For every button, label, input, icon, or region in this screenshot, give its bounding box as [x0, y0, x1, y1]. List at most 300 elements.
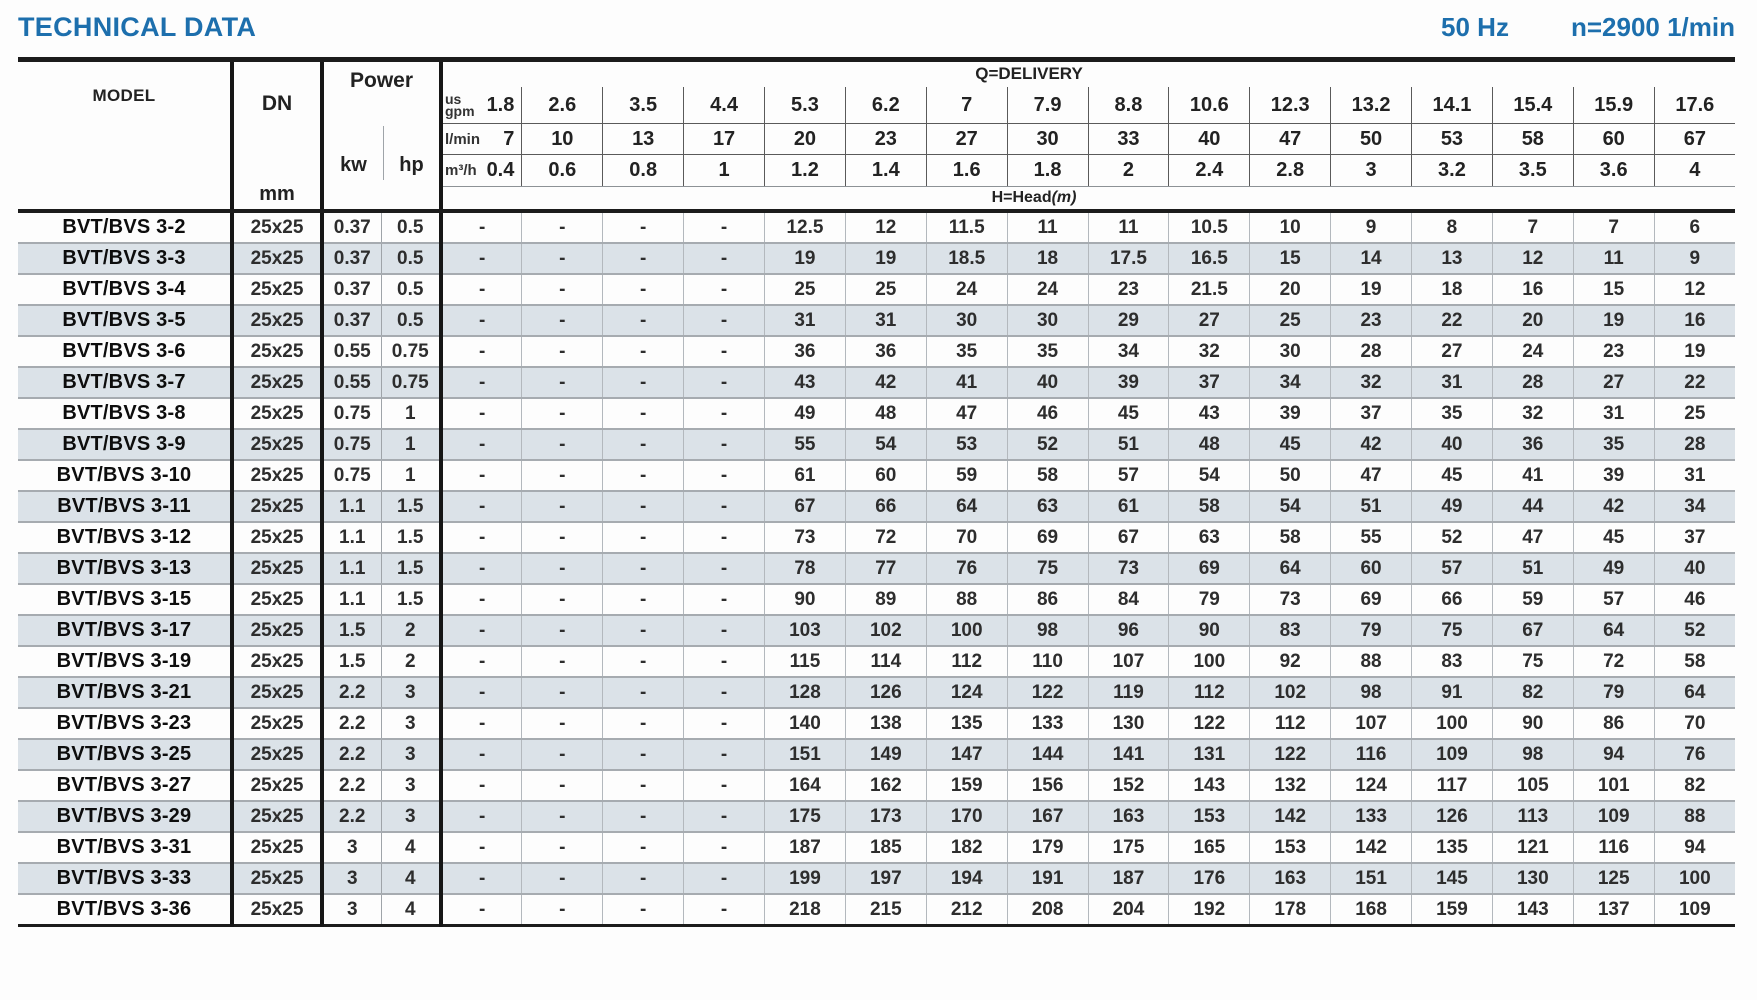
dn-cell: 25x25 — [232, 832, 322, 863]
head-value-cell: 159 — [1412, 894, 1493, 926]
usgpm-value-cell: 2.6 — [522, 87, 603, 124]
head-value-cell: 142 — [1331, 832, 1412, 863]
dn-cell: 25x25 — [232, 553, 322, 584]
head-value-cell: 59 — [926, 460, 1007, 491]
head-value-cell: - — [684, 584, 765, 615]
hp-value-cell: 1.5 — [381, 491, 441, 522]
head-value-cell: 31 — [845, 305, 926, 336]
head-value-cell: 194 — [926, 863, 1007, 894]
dn-cell: 25x25 — [232, 770, 322, 801]
table-row — [18, 398, 1735, 429]
head-value-cell: 92 — [1250, 646, 1331, 677]
head-value-cell: 66 — [845, 491, 926, 522]
head-value-cell: - — [684, 832, 765, 863]
head-value-cell: 70 — [1654, 708, 1735, 739]
head-value-cell: - — [603, 739, 684, 770]
dn-cell: 25x25 — [232, 739, 322, 770]
head-value-cell: 86 — [1007, 584, 1088, 615]
head-value-cell: 83 — [1250, 615, 1331, 646]
head-value-cell: 143 — [1492, 894, 1573, 926]
lmin-value-cell: 13 — [603, 124, 684, 154]
head-value-cell: 96 — [1088, 615, 1169, 646]
head-value-cell: 100 — [926, 615, 1007, 646]
head-value-cell: 176 — [1169, 863, 1250, 894]
head-value-cell: - — [684, 491, 765, 522]
head-value-cell: 54 — [845, 429, 926, 460]
usgpm-value-cell: 12.3 — [1250, 87, 1331, 124]
dn-cell: 25x25 — [232, 522, 322, 553]
head-value-cell: - — [603, 367, 684, 398]
head-value-cell: 83 — [1412, 646, 1493, 677]
head-value-cell: - — [441, 491, 522, 522]
head-value-cell: 101 — [1573, 770, 1654, 801]
head-value-cell: 94 — [1654, 832, 1735, 863]
hp-value-cell: 1.5 — [381, 522, 441, 553]
m3h-value-cell: 1.8 — [1007, 154, 1088, 187]
head-value-cell: 77 — [845, 553, 926, 584]
m3h-value-cell: 0.6 — [522, 154, 603, 187]
hp-value-cell: 0.5 — [381, 211, 441, 243]
head-value-cell: 75 — [1492, 646, 1573, 677]
unit-value: 7 — [503, 127, 515, 150]
head-value-cell: 13 — [1412, 243, 1493, 274]
model-cell: BVT/BVS 3-23 — [18, 708, 232, 739]
head-value-cell: 159 — [926, 770, 1007, 801]
lmin-value-cell: 20 — [765, 124, 846, 154]
dn-cell: 25x25 — [232, 274, 322, 305]
head-value-cell: 41 — [926, 367, 1007, 398]
head-value-cell: 100 — [1169, 646, 1250, 677]
delivery-title-row — [18, 60, 1735, 87]
m3h-value-cell: 4 — [1654, 154, 1735, 187]
head-value-cell: 47 — [1331, 460, 1412, 491]
head-value-cell: 175 — [1088, 832, 1169, 863]
head-value-cell: 10.5 — [1169, 211, 1250, 243]
head-value-cell: 69 — [1007, 522, 1088, 553]
hp-value-cell: 0.75 — [381, 367, 441, 398]
head-value-cell: 25 — [765, 274, 846, 305]
usgpm-value-cell: 17.6 — [1654, 87, 1735, 124]
head-value-cell: 178 — [1250, 894, 1331, 926]
head-value-cell: 29 — [1088, 305, 1169, 336]
head-value-cell: - — [522, 491, 603, 522]
table-row — [18, 801, 1735, 832]
head-value-cell: 113 — [1492, 801, 1573, 832]
model-cell: BVT/BVS 3-8 — [18, 398, 232, 429]
dn-label: DN — [261, 92, 293, 115]
head-value-cell: 37 — [1169, 367, 1250, 398]
head-value-cell: 64 — [1250, 553, 1331, 584]
lmin-value-cell: 60 — [1573, 124, 1654, 154]
head-value-cell: 204 — [1088, 894, 1169, 926]
head-value-cell: 40 — [1654, 553, 1735, 584]
model-cell: BVT/BVS 3-21 — [18, 677, 232, 708]
unit-label: l/min — [445, 130, 481, 148]
head-value-cell: 57 — [1412, 553, 1493, 584]
head-value-cell: 58 — [1169, 491, 1250, 522]
head-value-cell: 19 — [765, 243, 846, 274]
m3h-value-cell: 3.6 — [1573, 154, 1654, 187]
head-value-cell: 156 — [1007, 770, 1088, 801]
head-value-cell: 11 — [1573, 243, 1654, 274]
head-value-cell: - — [441, 553, 522, 584]
head-value-cell: - — [684, 243, 765, 274]
head-value-cell: 133 — [1007, 708, 1088, 739]
head-value-cell: - — [441, 584, 522, 615]
head-value-cell: 12 — [1654, 274, 1735, 305]
head-value-cell: 24 — [1492, 336, 1573, 367]
head-value-cell: 52 — [1412, 522, 1493, 553]
head-value-cell: - — [522, 832, 603, 863]
head-value-cell: 164 — [765, 770, 846, 801]
hp-value-cell: 1.5 — [381, 553, 441, 584]
hp-value-cell: 4 — [381, 894, 441, 926]
kw-value-cell: 0.37 — [322, 211, 381, 243]
head-value-cell: 133 — [1331, 801, 1412, 832]
head-value-cell: 66 — [1412, 584, 1493, 615]
head-title-cell — [441, 187, 1735, 211]
table-row — [18, 646, 1735, 677]
head-value-cell: - — [441, 305, 522, 336]
head-value-cell: 63 — [1169, 522, 1250, 553]
head-value-cell: 30 — [1007, 305, 1088, 336]
usgpm-value-cell: 15.9 — [1573, 87, 1654, 124]
head-value-cell: 145 — [1412, 863, 1493, 894]
head-value-cell: 31 — [1573, 398, 1654, 429]
table-row — [18, 491, 1735, 522]
lmin-value-cell: 40 — [1169, 124, 1250, 154]
head-value-cell: 90 — [1169, 615, 1250, 646]
frequency-group — [1441, 12, 1735, 43]
head-value-cell: - — [603, 801, 684, 832]
unit-label: us — [445, 91, 462, 108]
model-cell: BVT/BVS 3-11 — [18, 491, 232, 522]
head-value-cell: - — [522, 274, 603, 305]
head-value-cell: 208 — [1007, 894, 1088, 926]
head-value-cell: 149 — [845, 739, 926, 770]
head-value-cell: 12 — [1492, 243, 1573, 274]
head-value-cell: - — [441, 770, 522, 801]
head-value-cell: 94 — [1573, 739, 1654, 770]
head-value-cell: 124 — [926, 677, 1007, 708]
head-value-cell: 147 — [926, 739, 1007, 770]
m3h-value-cell: 2.4 — [1169, 154, 1250, 187]
head-value-cell: 37 — [1331, 398, 1412, 429]
head-value-cell: - — [684, 211, 765, 243]
kw-value-cell: 0.75 — [322, 460, 381, 491]
head-value-cell: - — [603, 398, 684, 429]
table-row — [18, 708, 1735, 739]
head-value-cell: 46 — [1007, 398, 1088, 429]
head-value-cell: 112 — [1169, 677, 1250, 708]
dn-cell: 25x25 — [232, 584, 322, 615]
head-value-cell: 175 — [765, 801, 846, 832]
head-value-cell: 32 — [1331, 367, 1412, 398]
hp-value-cell: 2 — [381, 646, 441, 677]
head-value-cell: 58 — [1007, 460, 1088, 491]
model-cell: BVT/BVS 3-4 — [18, 274, 232, 305]
head-value-cell: 67 — [1492, 615, 1573, 646]
lmin-value-cell: 47 — [1250, 124, 1331, 154]
head-value-cell: 14 — [1331, 243, 1412, 274]
head-value-cell: - — [522, 770, 603, 801]
head-value-cell: 55 — [1331, 522, 1412, 553]
head-value-cell: 79 — [1169, 584, 1250, 615]
head-value-cell: 64 — [1573, 615, 1654, 646]
table-row — [18, 615, 1735, 646]
head-value-cell: 16 — [1654, 305, 1735, 336]
head-value-cell: 91 — [1412, 677, 1493, 708]
model-cell: BVT/BVS 3-15 — [18, 584, 232, 615]
head-value-cell: 131 — [1169, 739, 1250, 770]
kw-value-cell: 3 — [322, 894, 381, 926]
head-value-cell: 45 — [1250, 429, 1331, 460]
head-value-cell: 40 — [1007, 367, 1088, 398]
model-cell: BVT/BVS 3-7 — [18, 367, 232, 398]
hp-value-cell: 1 — [381, 429, 441, 460]
head-value-cell: 168 — [1331, 894, 1412, 926]
head-value-cell: 39 — [1088, 367, 1169, 398]
head-value-cell: - — [684, 894, 765, 926]
m3h-value-cell: 0.8 — [603, 154, 684, 187]
head-value-cell: 42 — [1573, 491, 1654, 522]
hp-value-cell: 4 — [381, 863, 441, 894]
head-value-cell: 122 — [1169, 708, 1250, 739]
head-value-cell: 153 — [1169, 801, 1250, 832]
head-value-cell: 112 — [926, 646, 1007, 677]
head-value-cell: - — [603, 894, 684, 926]
head-value-cell: 88 — [1654, 801, 1735, 832]
head-value-cell: 162 — [845, 770, 926, 801]
head-value-cell: 215 — [845, 894, 926, 926]
m3h-value-cell: 2.8 — [1250, 154, 1331, 187]
head-value-cell: - — [441, 677, 522, 708]
dn-cell: 25x25 — [232, 801, 322, 832]
unit-label: gpm — [445, 103, 475, 120]
head-value-cell: - — [522, 646, 603, 677]
head-value-cell: 45 — [1088, 398, 1169, 429]
head-value-cell: - — [684, 708, 765, 739]
head-value-cell: - — [522, 460, 603, 491]
head-value-cell: - — [522, 553, 603, 584]
kw-value-cell: 0.37 — [322, 305, 381, 336]
table-row — [18, 739, 1735, 770]
m3h-value-cell: 3 — [1331, 154, 1412, 187]
kw-value-cell: 1.1 — [322, 522, 381, 553]
table-row — [18, 460, 1735, 491]
head-value-cell: 57 — [1088, 460, 1169, 491]
head-value-cell: 128 — [765, 677, 846, 708]
hp-value-cell: 1 — [381, 460, 441, 491]
kw-value-cell: 2.2 — [322, 801, 381, 832]
head-value-cell: - — [603, 274, 684, 305]
usgpm-value-cell: 5.3 — [765, 87, 846, 124]
head-value-cell: 140 — [765, 708, 846, 739]
kw-value-cell: 2.2 — [322, 770, 381, 801]
head-value-cell: 73 — [765, 522, 846, 553]
hp-value-cell: 1.5 — [381, 584, 441, 615]
head-value-cell: 130 — [1492, 863, 1573, 894]
head-value-cell: 18 — [1007, 243, 1088, 274]
head-value-cell: - — [684, 398, 765, 429]
dn-cell: 25x25 — [232, 429, 322, 460]
head-value-cell: 17.5 — [1088, 243, 1169, 274]
head-value-cell: 153 — [1250, 832, 1331, 863]
head-value-cell: 72 — [845, 522, 926, 553]
model-cell: BVT/BVS 3-27 — [18, 770, 232, 801]
head-value-cell: - — [441, 211, 522, 243]
head-value-cell: - — [441, 336, 522, 367]
dn-cell: 25x25 — [232, 460, 322, 491]
dn-cell: 25x25 — [232, 615, 322, 646]
usgpm-value-cell: 13.2 — [1331, 87, 1412, 124]
head-value-cell: 59 — [1492, 584, 1573, 615]
usgpm-value-cell: 10.6 — [1169, 87, 1250, 124]
model-cell: BVT/BVS 3-5 — [18, 305, 232, 336]
head-value-cell: 19 — [1331, 274, 1412, 305]
m3h-value-cell: 1 — [684, 154, 765, 187]
head-value-cell: 49 — [765, 398, 846, 429]
head-value-cell: - — [603, 429, 684, 460]
head-value-cell: 48 — [1169, 429, 1250, 460]
head-value-cell: 170 — [926, 801, 1007, 832]
head-value-cell: - — [684, 677, 765, 708]
usgpm-value-cell: 8.8 — [1088, 87, 1169, 124]
head-value-cell: 54 — [1250, 491, 1331, 522]
head-value-cell: 61 — [765, 460, 846, 491]
head-value-cell: 197 — [845, 863, 926, 894]
head-value-cell: 47 — [926, 398, 1007, 429]
head-value-cell: - — [684, 739, 765, 770]
hp-value-cell: 3 — [381, 801, 441, 832]
model-cell: BVT/BVS 3-6 — [18, 336, 232, 367]
head-value-cell: 60 — [1331, 553, 1412, 584]
power-column-header — [322, 60, 441, 212]
head-value-cell: 28 — [1331, 336, 1412, 367]
table-row — [18, 243, 1735, 274]
head-value-cell: 35 — [1412, 398, 1493, 429]
head-value-cell: 7 — [1573, 211, 1654, 243]
head-value-cell: 182 — [926, 832, 1007, 863]
kw-value-cell: 1.5 — [322, 615, 381, 646]
head-value-cell: - — [684, 429, 765, 460]
kw-value-cell: 1.1 — [322, 491, 381, 522]
head-value-cell: - — [603, 243, 684, 274]
model-column-header: MODEL — [18, 60, 232, 212]
hp-value-cell: 0.5 — [381, 274, 441, 305]
head-value-cell: - — [441, 894, 522, 926]
dn-cell: 25x25 — [232, 677, 322, 708]
head-value-cell: - — [603, 491, 684, 522]
table-row — [18, 305, 1735, 336]
head-value-cell: 179 — [1007, 832, 1088, 863]
usgpm-value-cell — [441, 87, 522, 124]
dn-cell: 25x25 — [232, 646, 322, 677]
head-value-cell: 48 — [845, 398, 926, 429]
model-cell: BVT/BVS 3-13 — [18, 553, 232, 584]
head-value-cell: - — [522, 336, 603, 367]
head-value-cell: 212 — [926, 894, 1007, 926]
head-value-cell: 116 — [1331, 739, 1412, 770]
head-value-cell: - — [522, 398, 603, 429]
head-value-cell: 10 — [1250, 211, 1331, 243]
head-value-cell: 11 — [1007, 211, 1088, 243]
head-value-cell: 36 — [765, 336, 846, 367]
frequency-label: 50 Hz — [1441, 12, 1509, 42]
head-value-cell: - — [522, 367, 603, 398]
head-value-cell: - — [522, 615, 603, 646]
head-value-cell: - — [603, 677, 684, 708]
head-value-cell: 9 — [1654, 243, 1735, 274]
head-value-cell: 8 — [1412, 211, 1493, 243]
head-label: H=Head — [991, 189, 1052, 207]
head-value-cell: 15 — [1250, 243, 1331, 274]
head-value-cell: 39 — [1573, 460, 1654, 491]
lmin-value-cell: 33 — [1088, 124, 1169, 154]
head-value-cell: - — [603, 211, 684, 243]
table-row — [18, 770, 1735, 801]
head-value-cell: 55 — [765, 429, 846, 460]
dn-cell: 25x25 — [232, 243, 322, 274]
kw-value-cell: 3 — [322, 832, 381, 863]
head-value-cell: 137 — [1573, 894, 1654, 926]
titlebar — [18, 12, 1735, 43]
usgpm-value-cell: 7.9 — [1007, 87, 1088, 124]
hp-value-cell: 4 — [381, 832, 441, 863]
head-value-cell: 109 — [1573, 801, 1654, 832]
kw-value-cell: 2.2 — [322, 739, 381, 770]
head-value-cell: 109 — [1654, 894, 1735, 926]
speed-label: n=2900 1/min — [1570, 12, 1735, 42]
head-value-cell: 44 — [1492, 491, 1573, 522]
head-value-cell: 24 — [1007, 274, 1088, 305]
head-value-cell: - — [603, 708, 684, 739]
head-value-cell: - — [684, 615, 765, 646]
head-value-cell: 135 — [926, 708, 1007, 739]
hp-value-cell: 3 — [381, 677, 441, 708]
head-value-cell: 32 — [1169, 336, 1250, 367]
head-value-cell: 27 — [1412, 336, 1493, 367]
head-value-cell: - — [603, 336, 684, 367]
head-value-cell: 12 — [845, 211, 926, 243]
hp-value-cell: 2 — [381, 615, 441, 646]
head-value-cell: 218 — [765, 894, 846, 926]
usgpm-value-cell: 6.2 — [845, 87, 926, 124]
head-value-cell: - — [684, 863, 765, 894]
head-value-cell: 49 — [1412, 491, 1493, 522]
head-value-cell: 31 — [1412, 367, 1493, 398]
head-value-cell: - — [441, 429, 522, 460]
head-value-cell: 30 — [1250, 336, 1331, 367]
head-value-cell: - — [441, 708, 522, 739]
head-value-cell: 18.5 — [926, 243, 1007, 274]
head-value-cell: 109 — [1412, 739, 1493, 770]
page-title: TECHNICAL DATA — [18, 12, 257, 42]
model-cell: BVT/BVS 3-17 — [18, 615, 232, 646]
head-value-cell: 58 — [1654, 646, 1735, 677]
head-value-cell: 58 — [1250, 522, 1331, 553]
head-value-cell: 76 — [926, 553, 1007, 584]
head-value-cell: 88 — [926, 584, 1007, 615]
head-value-cell: 22 — [1654, 367, 1735, 398]
lmin-value-cell: 10 — [522, 124, 603, 154]
head-value-cell: 124 — [1331, 770, 1412, 801]
kw-value-cell: 0.37 — [322, 243, 381, 274]
head-value-cell: 126 — [1412, 801, 1493, 832]
dn-cell: 25x25 — [232, 894, 322, 926]
lmin-value-cell: 53 — [1412, 124, 1493, 154]
head-value-cell: 130 — [1088, 708, 1169, 739]
